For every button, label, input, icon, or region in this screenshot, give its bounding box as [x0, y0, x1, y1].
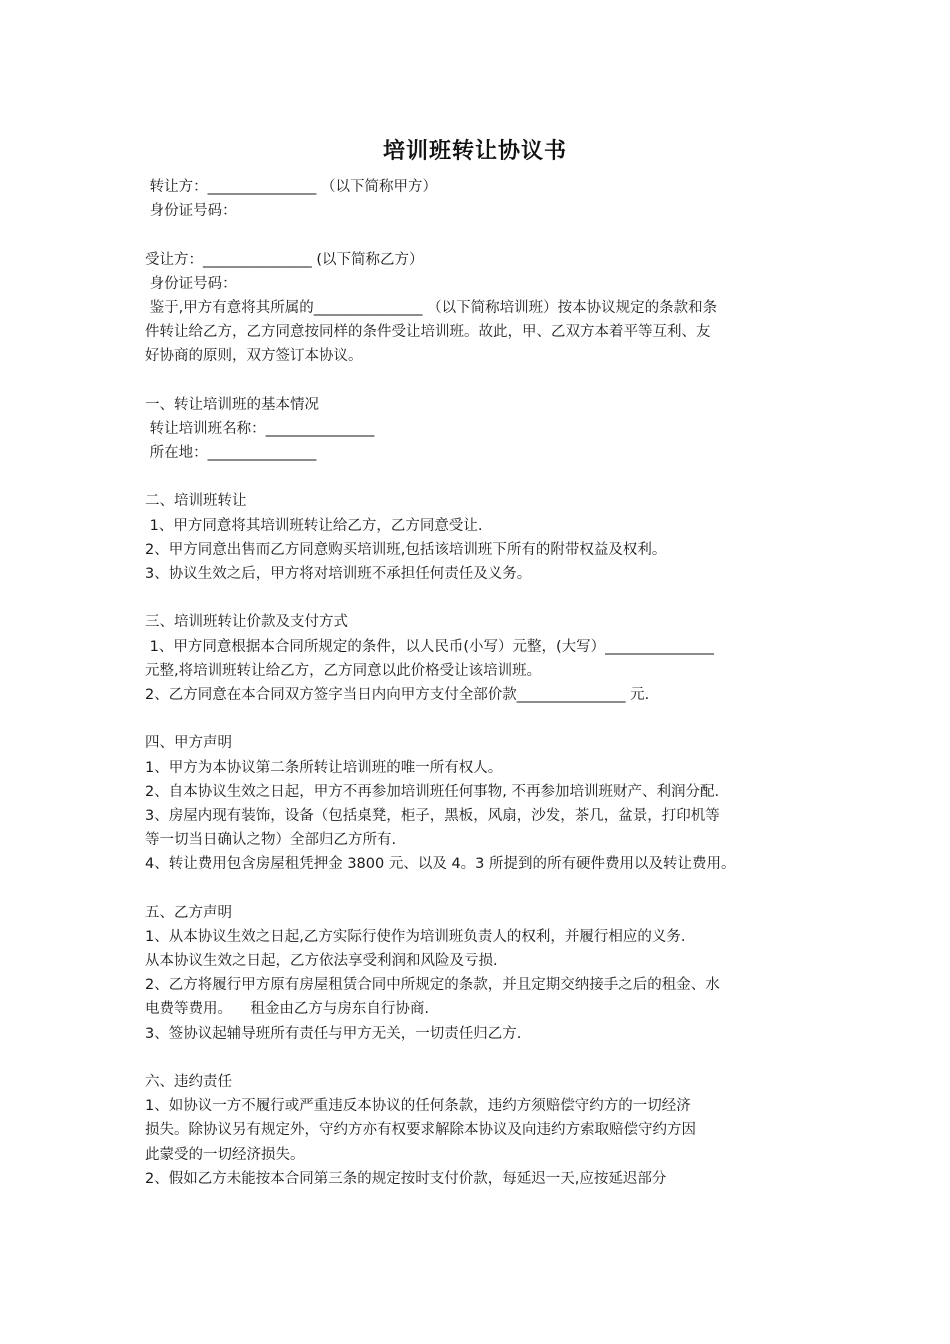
blank-line [145, 223, 815, 247]
paragraph-line: 转让培训班名称：_______________ [145, 420, 375, 437]
paragraph-line: 2、乙方将履行甲方原有房屋租赁合同中所规定的条款，并且定期交纳接手之后的租金、水 [145, 977, 720, 994]
paragraph-line: 一、转让培训班的基本情况 [145, 396, 319, 413]
document-body [145, 175, 815, 1191]
paragraph-line: 3、协议生效之后，甲方将对培训班不承担任何责任及义务。 [145, 566, 532, 582]
paragraph-line: 电费等费用。 租金由乙方与房东自行协商. [145, 1001, 430, 1018]
paragraph-line: 1、甲方同意根据本合同所规定的条件，以人民币(小写）元整，(大写）_______________ [145, 638, 714, 655]
paragraph-line: 转让方：_______________ （以下简称甲方） [145, 179, 437, 195]
paragraph-line: 2、自本协议生效之日起，甲方不再参加培训班任何事物, 不再参加培训班财产、利润分配. [145, 783, 720, 800]
paragraph-line: 件转让给乙方，乙方同意按同样的条件受让培训班。故此，甲、乙双方本着平等互利、友 [145, 324, 711, 341]
paragraph-line: 鉴于,甲方有意将其所属的_______________ （以下简称培训班）按本协议规定的条款和条 [145, 299, 718, 316]
paragraph-line: 1、如协议一方不履行或严重违反本协议的任何条款，违约方须赔偿守约方的一切经济 [145, 1098, 691, 1115]
paragraph-line: 元整,将培训班转让给乙方，乙方同意以此价格受让该培训班。 [145, 662, 542, 679]
paragraph-line: 4、转让费用包含房屋租凭押金 3800 元、以及 4。3 所提到的所有硬件费用以及转让费用。 [145, 856, 736, 873]
paragraph-line: 三、培训班转让价款及支付方式 [145, 614, 348, 631]
paragraph-line: 2、甲方同意出售而乙方同意购买培训班,包括该培训班下所有的附带权益及权利。 [145, 541, 667, 558]
blank-line [145, 876, 815, 900]
paragraph-line: 从本协议生效之日起，乙方依法享受利润和风险及亏损. [145, 953, 498, 969]
blank-line [145, 1046, 815, 1070]
paragraph-line: 1、甲方同意将其培训班转让给乙方，乙方同意受让. [145, 517, 483, 534]
blank-line [145, 369, 815, 393]
paragraph-line: 身份证号码： [145, 275, 237, 292]
paragraph-line: 六、违约责任 [145, 1073, 232, 1090]
paragraph-line: 四、甲方声明 [145, 735, 232, 752]
paragraph-line: 2、假如乙方未能按本合同第三条的规定按时支付价款，每延迟一天,应按延迟部分 [145, 1170, 667, 1187]
document-title: 培训班转让协议书 [382, 139, 567, 164]
blank-line [145, 465, 815, 489]
paragraph-line: 等一切当日确认之物）全部归乙方所有. [145, 832, 397, 849]
paragraph-line: 二、培训班转让 [145, 493, 247, 510]
paragraph-line: 3、签协议起辅导班所有责任与甲方无关，一切责任归乙方. [145, 1025, 522, 1042]
paragraph-line: 此蒙受的一切经济损失。 [145, 1146, 305, 1163]
paragraph-line: 五、乙方声明 [145, 904, 232, 921]
paragraph-line: 损失。除协议另有规定外，守约方亦有权要求解除本协议及向违约方索取赔偿守约方因 [145, 1122, 696, 1139]
paragraph-line: 1、从本协议生效之日起,乙方实际行使作为培训班负责人的权利，并履行相应的义务. [145, 928, 686, 945]
paragraph-line: 1、甲方为本协议第二条所转让培训班的唯一所有权人。 [145, 759, 503, 776]
paragraph-line: 所在地：_______________ [145, 445, 317, 462]
paragraph-line: 2、乙方同意在本合同双方签字当日内向甲方支付全部价款_______________ 元. [145, 686, 650, 703]
blank-line [145, 707, 815, 731]
paragraph-line: 3、房屋内现有装饰，设备（包括桌凳，柜子，黑板，风扇，沙发，茶几，盆景，打印机等 [145, 807, 720, 824]
blank-line [145, 586, 815, 610]
paragraph-line: 受让方：_______________ (以下简称乙方） [145, 251, 424, 268]
paragraph-line: 好协商的原则，双方签订本协议。 [145, 348, 363, 365]
paragraph-line: 身份证号码： [145, 203, 237, 220]
